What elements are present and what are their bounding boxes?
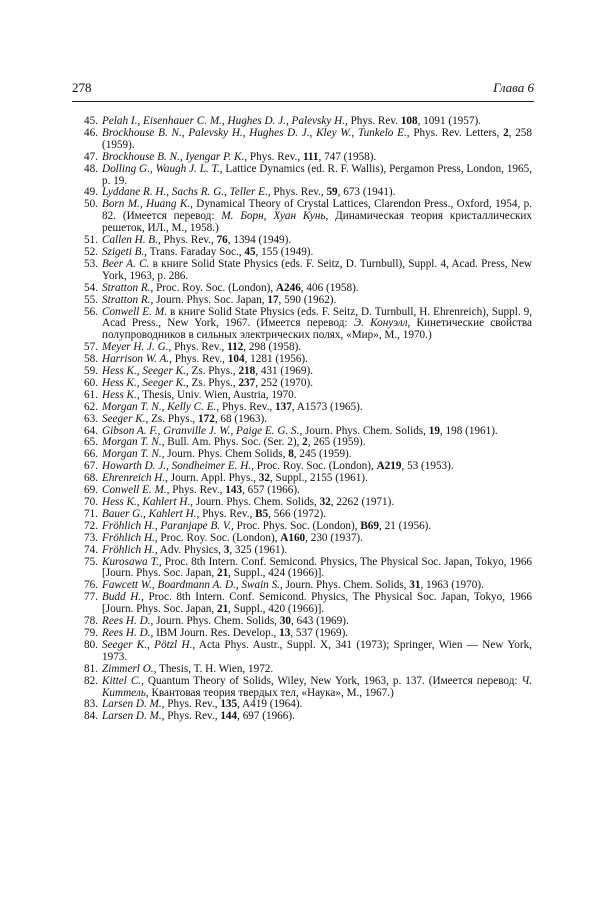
reference-text: , Zs. Phys.,	[145, 412, 199, 425]
reference-authors: Meyer H. J. G.	[102, 341, 169, 354]
reference-authors: Rees H. D.	[102, 615, 151, 628]
reference-authors: Fawcett W., Boardmann A. D., Swain S.	[102, 579, 280, 592]
reference-text: , 1963 (1970).	[420, 579, 484, 592]
reference-number: 76.	[84, 579, 98, 592]
reference-text: , Phys. Rev.,	[157, 234, 217, 247]
reference-text: , Динамическая теория кристаллических решеток, ИЛ., М., 1958.)	[102, 210, 532, 235]
reference-number: 52.	[84, 245, 98, 258]
reference-number: 74.	[84, 543, 98, 556]
reference-item	[76, 711, 532, 723]
reference-number: 63.	[84, 412, 98, 425]
reference-text: , 1394 (1949).	[227, 234, 292, 247]
reference-authors: Morgan T. N.	[102, 436, 162, 449]
reference-text: , 431 (1969).	[255, 365, 314, 378]
reference-text: , Journ. Phys. Chem. Solids,	[190, 496, 320, 508]
reference-text: , 2262 (1971).	[330, 496, 395, 508]
reference-text: , 258 (1959).	[102, 126, 532, 151]
reference-text: , Phys. Rev.,	[166, 484, 226, 497]
reference-authors: Morgan T. N.	[102, 448, 162, 461]
reference-text: , Phys. Rev.,	[169, 353, 228, 366]
page-header	[72, 80, 534, 96]
reference-number: 70.	[84, 496, 98, 508]
reference-volume: 143	[225, 484, 243, 497]
reference-authors: Harrison W. A.	[102, 353, 170, 366]
reference-number: 83.	[84, 698, 98, 711]
reference-volume: 30	[279, 615, 291, 628]
reference-text: , Proc. 8th Intern. Conf. Semicond. Physics, The Physical Soc. Japan, Tokyo, 1966 [Journ. Phys. Soc. Japan,	[102, 591, 532, 616]
reference-number: 55.	[84, 293, 98, 306]
reference-item	[76, 557, 532, 581]
reference-text: , A1573 (1965).	[291, 400, 363, 413]
reference-number: 67.	[84, 460, 98, 473]
reference-volume: 21	[216, 603, 229, 616]
reference-number: 78.	[84, 615, 98, 628]
reference-text: , Proc. Roy. Soc. (London),	[154, 531, 281, 544]
reference-text: , Journ. Phys. Chem. Solids,	[279, 579, 410, 592]
reference-text: , 406 (1958).	[300, 281, 359, 294]
reference-number: 46.	[84, 126, 98, 139]
header-rule	[72, 101, 534, 102]
reference-volume: 2	[503, 126, 509, 139]
reference-text: , 657 (1966).	[242, 484, 300, 497]
reference-number: 47.	[84, 150, 98, 163]
reference-volume: 135	[220, 698, 238, 711]
reference-authors: Rees H. D.	[102, 626, 151, 639]
reference-text: , 537 (1969).	[290, 626, 349, 639]
reference-number: 68.	[84, 472, 98, 485]
reference-authors: Callen H. B.	[102, 234, 158, 247]
reference-authors: Seeger K.	[102, 412, 146, 425]
reference-volume: 19	[428, 424, 440, 437]
reference-text: , Proc. Roy. Soc. (London),	[251, 460, 377, 473]
reference-authors: Brockhouse B. N., Iyengar P. K.	[102, 150, 245, 163]
reference-text: , Acta Phys. Austr., Suppl. X, 341 (1973); Springer, Wien — New York, 1973.	[102, 638, 532, 663]
reference-volume: 137	[275, 400, 292, 413]
reference-text: , Lattice Dynamics (ed. R. F. Wallis), Pergamon Press, London, 1965, p. 19.	[102, 162, 532, 187]
reference-text: , 230 (1937).	[305, 531, 363, 544]
reference-text: , Phys. Rev.,	[244, 150, 303, 163]
reference-authors: Larsen D. M.	[102, 698, 162, 711]
reference-volume: 3	[223, 543, 230, 556]
reference-volume: 237	[238, 376, 256, 389]
reference-number: 60.	[84, 376, 98, 389]
reference-text: , 53 (1953).	[401, 460, 454, 473]
reference-authors: Born M., Huang K.	[102, 198, 191, 211]
reference-text: , Quantum Theory of Solids, Wiley, New York, 1963, p. 137. (Имеется перевод:	[141, 674, 522, 687]
reference-volume: 76	[216, 234, 228, 247]
reference-text: , 68 (1963).	[214, 412, 268, 425]
reference-text: , Кинетические свойства полупроводников в сильных электрических полях, «Мир», М., 1970.)	[102, 317, 532, 342]
reference-number: 48.	[84, 162, 98, 175]
reference-authors: Morgan T. N., Kelly C. E.	[102, 400, 217, 413]
reference-number: 81.	[84, 662, 98, 675]
reference-text: , Proc. Roy. Soc. (London),	[150, 281, 276, 294]
reference-volume: 21	[216, 567, 229, 580]
reference-item	[76, 259, 532, 283]
reference-number: 77.	[84, 591, 98, 604]
reference-text: в книге Solid State Physics (eds. F. Seitz, D. Turnbull, H. Ehrenreich), Suppl. 9, Acad Press., New York, 1967. (Имеется перевод:	[102, 305, 532, 330]
reference-authors: Stratton R.	[102, 293, 151, 306]
reference-authors: Zimmerl O.	[102, 662, 154, 675]
reference-text: , Zs. Phys.,	[185, 376, 239, 389]
reference-volume: A160	[280, 531, 306, 544]
reference-text: , Phys. Rev.,	[161, 710, 221, 723]
reference-number: 61.	[84, 388, 98, 401]
reference-text: , Phys. Rev.,	[161, 698, 221, 711]
reference-text: , 1281 (1956).	[244, 353, 308, 366]
reference-text: , Journ. Phys. Chem. Solids,	[150, 615, 280, 628]
reference-text: , Journ. Phys. Soc. Japan,	[150, 293, 268, 306]
reference-authors: Э. Конуэлл	[353, 317, 408, 330]
reference-number: 51.	[84, 234, 98, 247]
reference-text: , Adv. Physics,	[154, 543, 224, 556]
reference-authors: Szigeti B.	[102, 245, 145, 258]
reference-text: , Phys. Rev. Letters,	[406, 126, 504, 139]
reference-text: , 298 (1958).	[243, 341, 302, 354]
reference-text: , Suppl., 2155 (1961).	[269, 472, 368, 485]
reference-authors: Conwell E. M.	[102, 305, 168, 318]
reference-volume: 172	[198, 412, 215, 425]
reference-volume: 45	[244, 245, 256, 258]
reference-volume: 31	[409, 579, 421, 592]
reference-item	[76, 640, 532, 664]
reference-volume: 218	[238, 365, 256, 378]
reference-text: , Phys. Rev.,	[216, 400, 275, 413]
reference-number: 49.	[84, 186, 98, 199]
reference-item	[76, 128, 532, 152]
reference-list	[76, 116, 532, 723]
reference-text: , 697 (1966).	[237, 710, 295, 723]
reference-item	[76, 199, 532, 235]
reference-text: , 245 (1959).	[293, 448, 352, 461]
reference-authors: Hess K.	[102, 388, 137, 401]
reference-volume: B5	[255, 507, 269, 520]
reference-number: 69.	[84, 484, 98, 497]
reference-text: , IBM Journ. Res. Develop.,	[150, 626, 280, 639]
reference-text: , 747 (1958).	[318, 150, 377, 163]
reference-number: 57.	[84, 341, 98, 354]
reference-text: , A419 (1964).	[237, 698, 303, 711]
reference-volume: 13	[279, 626, 291, 639]
reference-text: , Suppl., 424 (1966)].	[228, 567, 325, 580]
reference-authors: Larsen D. M.	[102, 710, 162, 723]
reference-authors: М. Борн, Хуан Кунь	[221, 210, 326, 223]
reference-text: , 325 (1961).	[229, 543, 288, 556]
reference-text: , 1091 (1957).	[417, 115, 481, 127]
reference-text: , Phys. Rev.,	[267, 186, 327, 199]
reference-text: , Thesis, T. H. Wien, 1972.	[153, 662, 274, 675]
reference-number: 71.	[84, 507, 98, 520]
reference-authors: Kittel C.	[102, 674, 142, 687]
reference-number: 66.	[84, 448, 98, 461]
reference-volume: A219	[376, 460, 402, 473]
chapter-title: Глава 6	[493, 80, 534, 95]
reference-volume: 112	[227, 341, 244, 354]
reference-authors: Hess K., Seeger K.	[102, 365, 186, 378]
reference-authors: Kurosawa T.	[102, 555, 159, 568]
reference-volume: B69	[360, 519, 379, 532]
reference-number: 50.	[84, 198, 98, 211]
reference-number: 54.	[84, 281, 98, 294]
reference-number: 64.	[84, 424, 98, 437]
reference-volume: 104	[227, 353, 245, 366]
reference-authors: Dolling G., Waugh J. L. T.	[102, 162, 220, 175]
reference-text: , 21 (1956).	[379, 519, 432, 532]
reference-item	[76, 164, 532, 188]
reference-authors: Stratton R.	[102, 281, 151, 294]
reference-authors: Fröhlich H.	[102, 531, 155, 544]
reference-authors: Brockhouse B. N., Palevsky H., Hughes D. J., Kley W., Tunkelo E.	[102, 126, 407, 139]
reference-text: , 198 (1961).	[439, 424, 498, 437]
reference-authors: Beer A. C.	[102, 257, 150, 270]
reference-text: , 643 (1969).	[290, 615, 349, 628]
reference-authors: Ehrenreich H.	[102, 472, 166, 485]
reference-text: , 590 (1962).	[278, 293, 337, 306]
reference-number: 56.	[84, 305, 98, 318]
reference-text: , Phys. Rev.,	[168, 341, 228, 354]
reference-text: , Bull. Am. Phys. Soc. (Ser. 2),	[161, 436, 303, 449]
reference-text: , 673 (1941).	[337, 186, 396, 199]
reference-authors: Howarth D. J., Sondheimer E. H.	[102, 460, 252, 473]
reference-number: 58.	[84, 353, 98, 366]
reference-text: , 265 (1959).	[307, 436, 366, 449]
reference-text: , 252 (1970).	[255, 376, 314, 389]
reference-text: , Journ. Phys. Chem. Solids,	[299, 424, 429, 437]
reference-authors: Conwell E. M.	[102, 484, 167, 497]
reference-text: , Journ. Phys. Chem Solids,	[161, 448, 289, 461]
page-number: 278	[72, 80, 92, 95]
reference-authors: Gibson A. F., Granville J. W., Paige E. G. S.	[102, 424, 300, 437]
reference-number: 84.	[84, 710, 98, 723]
reference-authors: Pelah I., Eisenhauer C. M., Hughes D. J., Palevsky H.	[102, 115, 345, 127]
reference-volume: 2	[302, 436, 308, 449]
reference-number: 80.	[84, 638, 98, 651]
reference-volume: 108	[400, 115, 418, 127]
reference-text: , Thesis, Univ. Wien, Austria, 1970.	[136, 388, 297, 401]
reference-volume: 111	[302, 150, 319, 163]
reference-text: , Trans. Faraday Soc.,	[144, 245, 245, 258]
reference-authors: Hess K., Kahlert H.	[102, 496, 191, 508]
reference-volume: 59	[326, 186, 338, 199]
reference-text: , Phys. Rev.,	[196, 507, 256, 520]
reference-text: , Квантовая теория твердых тел, «Наука», М., 1967.)	[145, 686, 394, 699]
reference-number: 75.	[84, 555, 98, 568]
reference-text: в книге Solid State Physics (eds. F. Seitz, D. Turnbull), Suppl. 4, Acad. Press, New York, 1963, p. 286.	[102, 257, 532, 282]
reference-text: , Phys. Rev.	[344, 115, 401, 127]
reference-text: , Suppl., 420 (1966)].	[228, 603, 325, 616]
reference-volume: 17	[267, 293, 279, 306]
reference-number: 59.	[84, 365, 98, 378]
reference-volume: 8	[288, 448, 294, 461]
reference-text: , Dynamical Theory of Crystal Lattices, Clarendon Press., Oxford, 1954, p. 82. (Имеется перевод:	[102, 198, 532, 223]
reference-authors: Fröhlich H., Paranjape B. V.	[102, 519, 232, 532]
reference-number: 72.	[84, 519, 98, 532]
reference-item	[76, 307, 532, 343]
reference-authors: Budd H.	[102, 591, 142, 604]
reference-number: 45.	[84, 115, 98, 127]
reference-item	[76, 592, 532, 616]
reference-number: 65.	[84, 436, 98, 449]
reference-volume: 32	[258, 472, 270, 485]
reference-number: 82.	[84, 674, 98, 687]
reference-text: , Proc. 8th Intern. Conf. Semicond. Physics, The Physical Soc. Japan, Tokyo, 1966 [Journ. Phys. Soc. Japan,	[102, 555, 533, 580]
reference-authors: Seeger K., Pötzl H.	[102, 638, 193, 651]
reference-volume: 144	[220, 710, 238, 723]
reference-authors: Fröhlich H.	[102, 543, 155, 556]
reference-volume: A246	[275, 281, 301, 294]
reference-number: 62.	[84, 400, 98, 413]
reference-item	[76, 676, 532, 700]
reference-number: 53.	[84, 257, 98, 270]
reference-volume: 32	[319, 496, 331, 508]
reference-text: , Journ. Appl. Phys.,	[165, 472, 259, 485]
reference-text: , Zs. Phys.,	[185, 365, 239, 378]
reference-text: , Proc. Phys. Soc. (London),	[231, 519, 361, 532]
reference-authors: Bauer G., Kahlert H.	[102, 507, 197, 520]
reference-text: , 566 (1972).	[268, 507, 326, 520]
reference-authors: Lyddane R. H., Sachs R. G., Teller E.	[102, 186, 268, 199]
reference-number: 73.	[84, 531, 98, 544]
reference-number: 79.	[84, 626, 98, 639]
reference-text: , 155 (1949).	[255, 245, 314, 258]
reference-authors: Hess K., Seeger K.	[102, 376, 186, 389]
reference-authors: Ч. Киттель	[102, 674, 532, 699]
